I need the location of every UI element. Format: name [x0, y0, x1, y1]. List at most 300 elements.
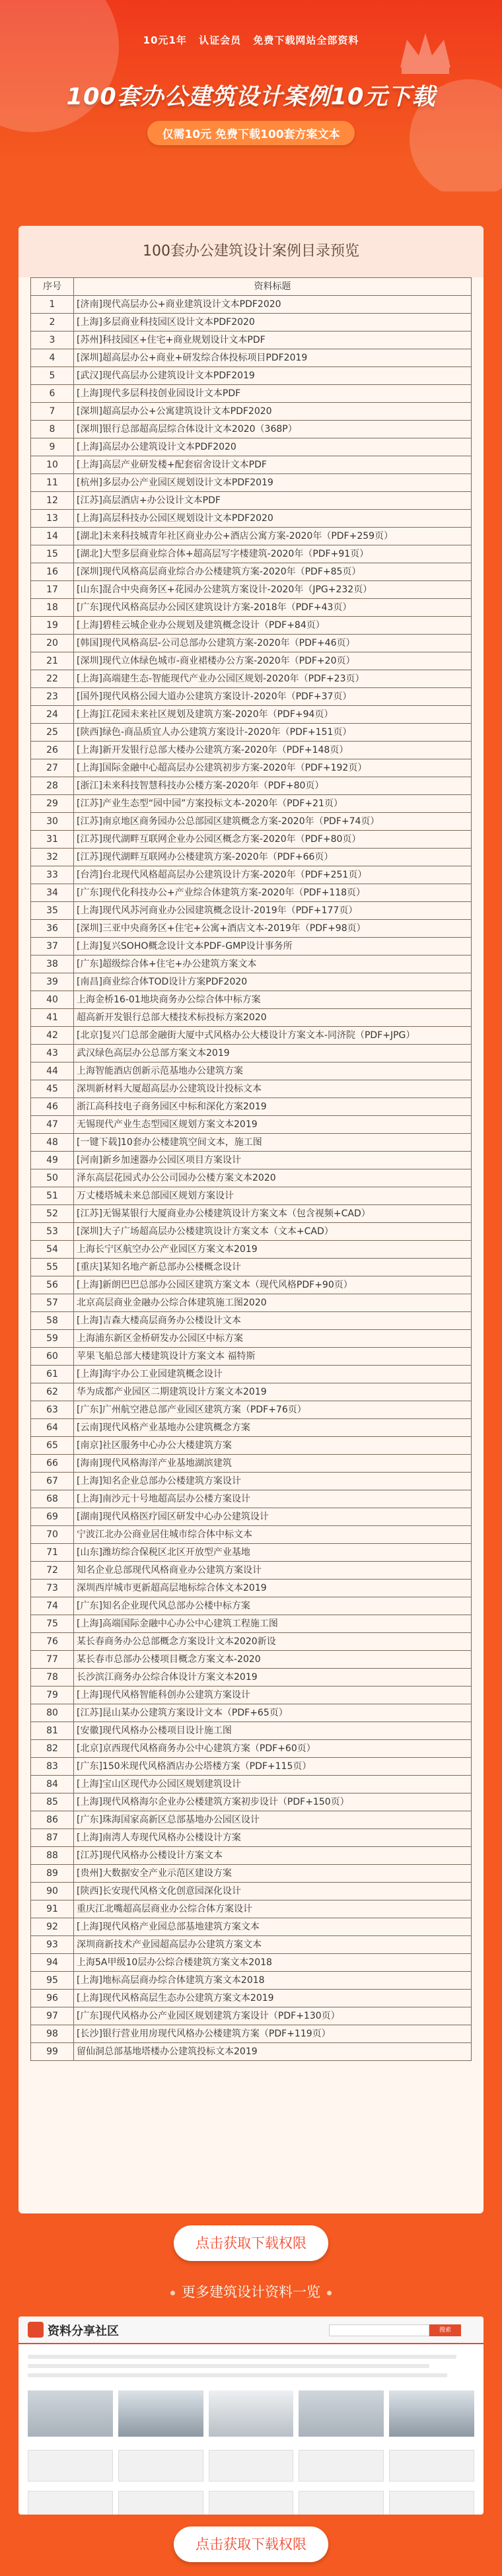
table-row: [31, 1116, 472, 1134]
table-row: [31, 1562, 472, 1580]
row-number: 61: [31, 1366, 74, 1383]
row-title: 上海金桥16-01地块商务办公综合体中标方案: [74, 991, 472, 1009]
preview-category-lines: [18, 2344, 484, 2388]
row-number: 85: [31, 1793, 74, 1811]
row-title: 深圳新材料大厦超高层办公建筑设计投标文本: [74, 1080, 472, 1098]
row-title: 重庆江北嘴超高层商业办公综合体方案设计: [74, 1900, 472, 1918]
row-number: 15: [31, 545, 74, 563]
row-number: 23: [31, 688, 74, 706]
row-title: [上海]现代风格高层生态办公建筑方案文本2019: [74, 1990, 472, 2007]
row-number: 65: [31, 1437, 74, 1455]
row-number: 94: [31, 1954, 74, 1972]
row-title: 上海长宁区航空办公产业园区方案文本2019: [74, 1241, 472, 1259]
row-title: 北京高层商业金融办公综合体建筑施工图2020: [74, 1294, 472, 1312]
row-title: [广东]超级综合体+住宅+办公建筑方案文本: [74, 956, 472, 973]
table-row: [31, 1740, 472, 1758]
row-number: 59: [31, 1330, 74, 1348]
row-number: 50: [31, 1169, 74, 1187]
row-number: 99: [31, 2043, 74, 2061]
row-number: 35: [31, 902, 74, 920]
row-title: [南京]社区服务中心办公大楼建筑方案: [74, 1437, 472, 1455]
table-row: [31, 1900, 472, 1918]
row-number: 38: [31, 956, 74, 973]
table-row: [31, 1847, 472, 1865]
table-row: [31, 492, 472, 510]
row-title: [深圳]三亚中央商务区+住宅+公寓+酒店文本-2019年（PDF+98页）: [74, 920, 472, 938]
row-number: 29: [31, 795, 74, 813]
table-row: [31, 920, 472, 938]
get-download-access-button[interactable]: 点击获取下载权限: [174, 2225, 328, 2261]
table-row: [31, 367, 472, 385]
table-row: [31, 1793, 472, 1811]
table-row: [31, 2043, 472, 2061]
row-number: 53: [31, 1223, 74, 1241]
row-title: [深圳]大子广场超高层办公楼建筑设计方案文本（文本+CAD）: [74, 1223, 472, 1241]
row-number: 76: [31, 1633, 74, 1651]
row-number: 17: [31, 581, 74, 599]
row-title: [上海]海宇办公工业园建筑概念设计: [74, 1366, 472, 1383]
row-title: 武汉绿色高层办公总部方案文本2019: [74, 1045, 472, 1062]
row-title: [深圳]现代风格高层商业综合办公楼建筑方案-2020年（PDF+85页）: [74, 563, 472, 581]
table-row: [31, 1294, 472, 1312]
preview-thumb-image: [389, 2450, 474, 2482]
table-row: [31, 1829, 472, 1847]
row-number: 30: [31, 813, 74, 831]
row-title: 宁波江北办公商业居住城市综合体中标文本: [74, 1526, 472, 1544]
row-number: 34: [31, 884, 74, 902]
row-title: [深圳]超高层办公+商业+研发综合体投标项目PDF2019: [74, 349, 472, 367]
row-number: 41: [31, 1009, 74, 1027]
table-row: [31, 1419, 472, 1437]
preview-thumb-image: [28, 2450, 113, 2482]
preview-thumb-image: [28, 2390, 113, 2437]
row-title: [山东]潍坊综合保税区北区开放型产业基地: [74, 1544, 472, 1562]
row-title: 华为成都产业园区二期建筑设计方案文本2019: [74, 1383, 472, 1401]
preview-line: [28, 2373, 447, 2377]
table-row: [31, 652, 472, 670]
table-row: [31, 1722, 472, 1740]
row-number: 6: [31, 385, 74, 403]
row-number: 71: [31, 1544, 74, 1562]
preview-thumb-row: [18, 2388, 484, 2439]
table-row: [31, 385, 472, 403]
preview-search-input: [329, 2324, 429, 2336]
row-title: [上海]现代风格海尔企业办公楼建筑方案初步设计（PDF+150页）: [74, 1793, 472, 1811]
row-number: 83: [31, 1758, 74, 1776]
row-number: 11: [31, 474, 74, 492]
row-title: 浙江高科技电子商务园区中标和深化方案2019: [74, 1098, 472, 1116]
table-row: [31, 1776, 472, 1793]
crown-icon: [395, 26, 456, 79]
row-number: 58: [31, 1312, 74, 1330]
table-row: [31, 314, 472, 331]
decor-circle: [0, 0, 119, 132]
row-title: 超高新开发银行总部大楼技术标投标方案2020: [74, 1009, 472, 1027]
row-number: 8: [31, 421, 74, 438]
row-title: [广东]现代风格高层办公园区建筑设计方案-2018年（PDF+43页）: [74, 599, 472, 617]
table-row: [31, 813, 472, 831]
table-row: [31, 1169, 472, 1187]
row-title: 留仙洞总部基地塔楼办公建筑投标文本2019: [74, 2043, 472, 2061]
row-number: 57: [31, 1294, 74, 1312]
preview-thumb-row: [18, 2488, 484, 2515]
row-number: 32: [31, 849, 74, 866]
row-title: 泽东高层花园式办公公司园办公楼方案文本2020: [74, 1169, 472, 1187]
row-number: 69: [31, 1508, 74, 1526]
row-title: [上海]高端国际金融中心办公中心建筑工程施工图: [74, 1615, 472, 1633]
row-number: 92: [31, 1918, 74, 1936]
table-row: [31, 1883, 472, 1900]
row-number: 67: [31, 1473, 74, 1490]
row-number: 60: [31, 1348, 74, 1366]
row-number: 42: [31, 1027, 74, 1045]
table-row: [31, 884, 472, 902]
row-title: [上海]新开发银行总部大楼办公建筑方案-2020年（PDF+148页）: [74, 742, 472, 759]
table-row: [31, 724, 472, 742]
table-row: [31, 1972, 472, 1990]
row-title: [陕西]绿色-商品质宜人办公建筑方案设计-2020年（PDF+151页）: [74, 724, 472, 742]
row-number: 24: [31, 706, 74, 724]
row-title: [江苏]现代湖畔互联网办公楼建筑方案-2020年（PDF+66页）: [74, 849, 472, 866]
row-title: [上海]高层办公建筑设计文本PDF2020: [74, 438, 472, 456]
row-title: [上海]南沙元十号地超高层办公楼方案设计: [74, 1490, 472, 1508]
table-row: [31, 635, 472, 652]
table-row: [31, 1651, 472, 1669]
row-number: 49: [31, 1152, 74, 1169]
table-header-row: [31, 278, 472, 296]
table-row: [31, 528, 472, 545]
table-row: [31, 1633, 472, 1651]
row-title: [江苏]现代风格办公楼设计方案文本: [74, 1847, 472, 1865]
row-number: 14: [31, 528, 74, 545]
row-title: [上海]宝山区现代办公园区规划建筑设计: [74, 1776, 472, 1793]
row-number: 7: [31, 403, 74, 421]
table-row: [31, 831, 472, 849]
table-row: [31, 1490, 472, 1508]
table-row: [31, 1366, 472, 1383]
table-row: [31, 1134, 472, 1152]
row-title: [上海]地标高层商办综合体建筑方案文本2018: [74, 1972, 472, 1990]
table-row: [31, 1383, 472, 1401]
row-number: 21: [31, 652, 74, 670]
column-header-no: 序号: [31, 278, 74, 296]
row-number: 66: [31, 1455, 74, 1473]
row-number: 5: [31, 367, 74, 385]
row-title: [安徽]现代风格办公楼项目设计施工图: [74, 1722, 472, 1740]
row-title: [长沙]银行营业用房现代风格办公楼建筑方案（PDF+119页）: [74, 2025, 472, 2043]
table-row: [31, 1098, 472, 1116]
table-row: [31, 849, 472, 866]
site-logo-text: 资料分享社区: [48, 2324, 119, 2338]
row-number: 73: [31, 1580, 74, 1597]
row-title: [韩国]现代风格高层-公司总部办公建筑方案-2020年（PDF+46页）: [74, 635, 472, 652]
row-title: [湖南]现代风格医疗园区研发中心办公建筑设计: [74, 1508, 472, 1526]
preview-thumb-image: [28, 2491, 113, 2515]
preview-thumb-image: [118, 2491, 203, 2515]
table-row: [31, 1259, 472, 1276]
catalog-rows: [31, 296, 472, 2061]
column-header-title: 资料标题: [74, 278, 472, 296]
row-title: [上海]新朗巴巴总部办公园区建筑方案文本（现代风格PDF+90页）: [74, 1276, 472, 1294]
row-number: 2: [31, 314, 74, 331]
row-title: 上海智能酒店创新示范基地办公建筑方案: [74, 1062, 472, 1080]
table-row: [31, 1045, 472, 1062]
row-title: [台湾]台北现代风格超高层办公建筑设计方案-2020年（PDF+251页）: [74, 866, 472, 884]
row-number: 93: [31, 1936, 74, 1954]
preview-thumb-image: [389, 2390, 474, 2437]
preview-thumb-image: [299, 2390, 384, 2437]
row-title: [国外]现代风格公园大道办公建筑方案设计-2020年（PDF+37页）: [74, 688, 472, 706]
table-row: [31, 1276, 472, 1294]
row-number: 77: [31, 1651, 74, 1669]
table-row: [31, 1865, 472, 1883]
promo-top-item: 免费下载网站全部资料: [253, 34, 359, 46]
row-number: 88: [31, 1847, 74, 1865]
row-number: 51: [31, 1187, 74, 1205]
table-row: [31, 349, 472, 367]
table-row: [31, 1544, 472, 1562]
row-title: [苏州]科技园区+住宅+商业规划设计文本PDF: [74, 331, 472, 349]
table-row: [31, 563, 472, 581]
table-row: [31, 688, 472, 706]
row-title: [上海]知名企业总部办公楼建筑方案设计: [74, 1473, 472, 1490]
promo-headline: 100套办公建筑设计案例10元下载: [66, 84, 436, 110]
row-title: [海南]现代风格海洋产业基地湖滨建筑: [74, 1455, 472, 1473]
row-number: 91: [31, 1900, 74, 1918]
row-number: 86: [31, 1811, 74, 1829]
row-title: [广东]现代风格办公产业园区规划建筑方案设计（PDF+130页）: [74, 2007, 472, 2025]
row-number: 40: [31, 991, 74, 1009]
preview-search-button: 搜索: [429, 2324, 461, 2336]
row-title: [深圳]现代立体绿色城市-商业裙楼办公方案-2020年（PDF+20页）: [74, 652, 472, 670]
table-row: [31, 1669, 472, 1687]
row-number: 36: [31, 920, 74, 938]
table-row: [31, 742, 472, 759]
preview-thumb-image: [209, 2450, 294, 2482]
table-row: [31, 973, 472, 991]
row-number: 64: [31, 1419, 74, 1437]
row-title: [上海]多层商业科技园区设计文本PDF2020: [74, 314, 472, 331]
row-title: [上海]碧桂云城企业办公规划及建筑概念设计（PDF+84页）: [74, 617, 472, 635]
table-row: [31, 1330, 472, 1348]
row-title: [江苏]现代湖畔互联网企业办公园区概念方案-2020年（PDF+80页）: [74, 831, 472, 849]
table-row: [31, 991, 472, 1009]
row-title: [北京]复兴门总部金融街大厦中式风格办公大楼设计方案文本-同济院（PDF+JPG）: [74, 1027, 472, 1045]
row-number: 19: [31, 617, 74, 635]
row-number: 79: [31, 1687, 74, 1704]
table-row: [31, 795, 472, 813]
row-title: [北京]京西现代风格商务办公中心建筑方案（PDF+60页）: [74, 1740, 472, 1758]
row-title: [深圳]银行总部超高层综合体设计文本2020（368P）: [74, 421, 472, 438]
row-title: [上海]复兴SOHO概念设计文本PDF-GMP设计事务所: [74, 938, 472, 956]
row-number: 12: [31, 492, 74, 510]
row-number: 22: [31, 670, 74, 688]
row-title: [济南]现代高层办公+商业建筑设计文本PDF2020: [74, 296, 472, 314]
row-title: [广东]现代化科技办公+产业综合体建筑方案-2020年（PDF+118页）: [74, 884, 472, 902]
row-title: [上海]现代风格产业园总部基地建筑方案文本: [74, 1918, 472, 1936]
table-row: [31, 902, 472, 920]
table-row: [31, 670, 472, 688]
row-number: 18: [31, 599, 74, 617]
row-title: [湖北]未来科技城青年社区商业办公+酒店公寓方案-2020年（PDF+259页）: [74, 528, 472, 545]
table-row: [31, 474, 472, 492]
row-number: 31: [31, 831, 74, 849]
row-title: [广东]150米现代风格酒店办公塔楼方案（PDF+115页）: [74, 1758, 472, 1776]
row-number: 81: [31, 1722, 74, 1740]
preview-thumb-image: [209, 2390, 294, 2437]
row-number: 20: [31, 635, 74, 652]
row-number: 48: [31, 1134, 74, 1152]
table-row: [31, 1241, 472, 1259]
preview-thumb-image: [209, 2491, 294, 2515]
row-number: 78: [31, 1669, 74, 1687]
table-row: [31, 1473, 472, 1490]
site-logo-icon: [28, 2322, 44, 2338]
row-title: [南昌]商业综合体TOD设计方案PDF2020: [74, 973, 472, 991]
table-row: [31, 1080, 472, 1098]
row-title: [山东]混合中央商务区+花园办公建筑方案设计-2020年（JPG+232页）: [74, 581, 472, 599]
row-title: [广东]广州航空港总部产业园区建筑方案（PDF+76页）: [74, 1401, 472, 1419]
table-row: [31, 438, 472, 456]
row-title: [上海]现代风苏河商业办公园建筑概念设计-2019年（PDF+177页）: [74, 902, 472, 920]
table-row: [31, 403, 472, 421]
catalog-table: [30, 277, 472, 2061]
preview-thumb-image: [389, 2491, 474, 2515]
row-number: 90: [31, 1883, 74, 1900]
preview-thumb-row: [18, 2447, 484, 2484]
row-number: 74: [31, 1597, 74, 1615]
table-row: [31, 706, 472, 724]
row-number: 10: [31, 456, 74, 474]
table-row: [31, 1205, 472, 1223]
table-row: [31, 1348, 472, 1366]
row-title: 上海浦东新区金桥研发办公园区中标方案: [74, 1330, 472, 1348]
table-row: [31, 1811, 472, 1829]
table-row: [31, 1936, 472, 1954]
row-title: [湖北]大型多层商业综合体+超高层写字楼建筑-2020年（PDF+91页）: [74, 545, 472, 563]
table-row: [31, 331, 472, 349]
row-title: [上海]国际金融中心超高层办公建筑初步方案-2020年（PDF+192页）: [74, 759, 472, 777]
row-title: [陕西]长安现代风格文化创意园深化设计: [74, 1883, 472, 1900]
table-row: [31, 2025, 472, 2043]
catalog-card: [18, 226, 484, 2213]
row-title: [云南]现代风格产业基地办公建筑概念方案: [74, 1419, 472, 1437]
row-number: 44: [31, 1062, 74, 1080]
table-row: [31, 866, 472, 884]
row-number: 97: [31, 2007, 74, 2025]
promo-top-item: 认证会员: [199, 34, 242, 46]
table-row: [31, 1526, 472, 1544]
preview-thumb-image: [118, 2390, 203, 2437]
row-number: 26: [31, 742, 74, 759]
promo-top-item: 10元1年: [143, 34, 187, 46]
preview-line: [28, 2355, 456, 2359]
row-number: 70: [31, 1526, 74, 1544]
table-row: [31, 581, 472, 599]
promo-pill[interactable]: 仅需10元 免费下载100套方案文本: [147, 121, 354, 145]
row-title: [广东]珠海国家高新区总部基地办公园区设计: [74, 1811, 472, 1829]
row-title: 上海5A甲级10层办公综合楼建筑方案文本2018: [74, 1954, 472, 1972]
table-row: [31, 1027, 472, 1045]
row-number: 54: [31, 1241, 74, 1259]
catalog-title: 100套办公建筑设计案例目录预览: [18, 226, 484, 277]
row-number: 95: [31, 1972, 74, 1990]
preview-line: [28, 2364, 429, 2368]
row-number: 96: [31, 1990, 74, 2007]
table-row: [31, 617, 472, 635]
row-title: [上海]高层产业研发楼+配套宿舍设计文本PDF: [74, 456, 472, 474]
row-number: 68: [31, 1490, 74, 1508]
table-row: [31, 1687, 472, 1704]
row-number: 87: [31, 1829, 74, 1847]
table-row: [31, 1954, 472, 1972]
promo-banner: [0, 0, 502, 191]
table-row: [31, 1312, 472, 1330]
row-number: 33: [31, 866, 74, 884]
row-title: 万丈楼塔城未来总部园区规划方案设计: [74, 1187, 472, 1205]
row-title: 无锡现代产业生态型园区规划方案文本2019: [74, 1116, 472, 1134]
table-row: [31, 777, 472, 795]
table-row: [31, 1615, 472, 1633]
row-title: [重庆]某知名地产新总部办公楼概念设计: [74, 1259, 472, 1276]
row-number: 37: [31, 938, 74, 956]
row-number: 80: [31, 1704, 74, 1722]
table-row: [31, 759, 472, 777]
more-section-title: [0, 2281, 502, 2301]
row-number: 9: [31, 438, 74, 456]
row-title: [一键下载]10套办公楼建筑空间文本，施工图: [74, 1134, 472, 1152]
row-title: [上海]高端建生态-智能现代产业办公园区规划-2020年（PDF+23页）: [74, 670, 472, 688]
row-number: 28: [31, 777, 74, 795]
row-title: 某长春商务办公总部概念方案设计文本2020新设: [74, 1633, 472, 1651]
table-row: [31, 1437, 472, 1455]
row-title: [上海]现代风格智能科创办公建筑方案设计: [74, 1687, 472, 1704]
row-number: 4: [31, 349, 74, 367]
row-title: [贵州]大数据安全产业示范区建设方案: [74, 1865, 472, 1883]
row-title: 长沙滨江商务办公综合体设计方案文本2019: [74, 1669, 472, 1687]
row-title: [广东]知名企业现代风总部办公楼中标方案: [74, 1597, 472, 1615]
table-row: [31, 421, 472, 438]
table-row: [31, 1455, 472, 1473]
row-title: 某长春市总部办公楼项目概念方案文本-2020: [74, 1651, 472, 1669]
row-title: [江苏]南京地区商务园办公总部园区建筑概念方案-2020年（PDF+74页）: [74, 813, 472, 831]
get-download-access-button-bottom[interactable]: 点击获取下载权限: [174, 2526, 328, 2562]
row-title: 苹果飞船总部大楼建筑设计方案文本 福特斯: [74, 1348, 472, 1366]
row-title: [上海]吉森大楼高层商务办公楼设计文本: [74, 1312, 472, 1330]
row-number: 3: [31, 331, 74, 349]
table-row: [31, 1508, 472, 1526]
row-number: 98: [31, 2025, 74, 2043]
table-row: [31, 599, 472, 617]
table-row: [31, 545, 472, 563]
row-number: 84: [31, 1776, 74, 1793]
preview-header: [18, 2316, 484, 2344]
row-title: [武汉]现代高层办公建筑设计文本PDF2019: [74, 367, 472, 385]
row-title: [上海]南湾人寿现代风格办公楼设计方案: [74, 1829, 472, 1847]
row-number: 62: [31, 1383, 74, 1401]
row-title: [江苏]产业生态型“园中园”方案投标文本-2020年（PDF+21页）: [74, 795, 472, 813]
row-number: 89: [31, 1865, 74, 1883]
title-dot-icon: [327, 2291, 332, 2295]
row-number: 63: [31, 1401, 74, 1419]
row-number: 56: [31, 1276, 74, 1294]
table-row: [31, 1597, 472, 1615]
table-row: [31, 1758, 472, 1776]
row-number: 46: [31, 1098, 74, 1116]
row-number: 16: [31, 563, 74, 581]
row-number: 75: [31, 1615, 74, 1633]
row-title: [江苏]高层酒店+办公设计文本PDF: [74, 492, 472, 510]
